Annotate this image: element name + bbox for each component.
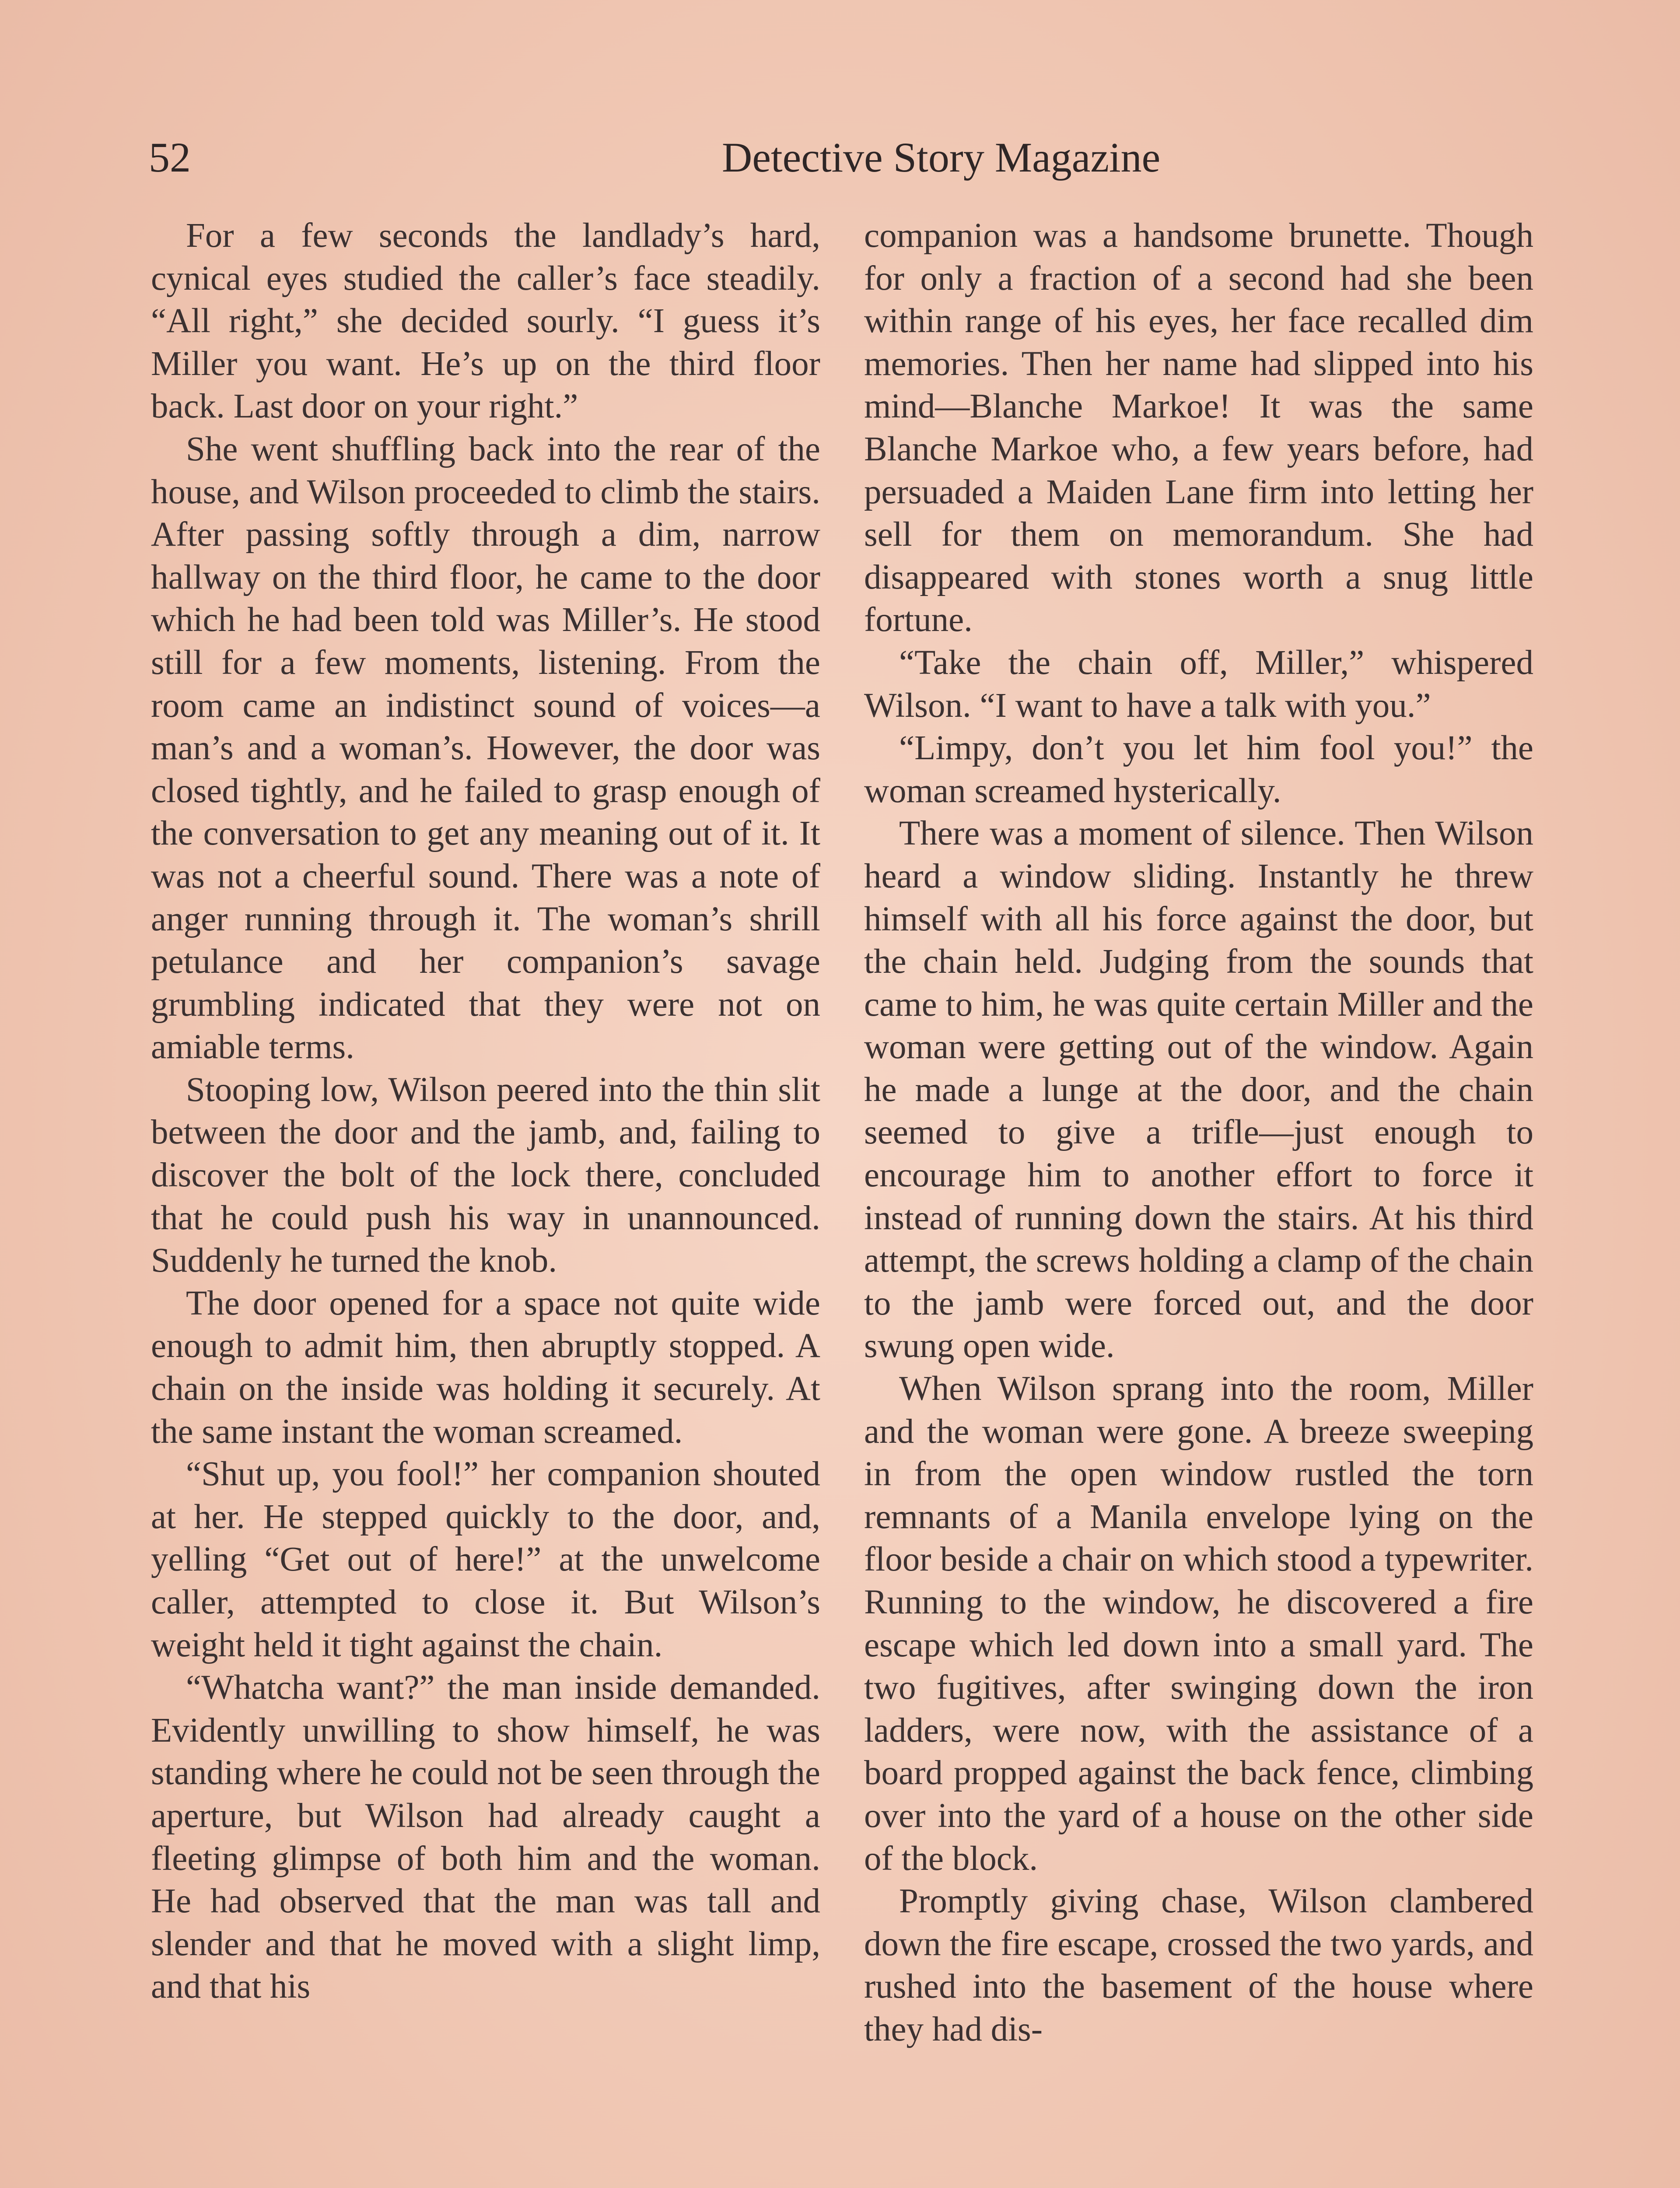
page-header	[149, 127, 1531, 188]
paragraph-continued: companion was a handsome brunette. Though for only a fraction of a second had she been within range of his eyes, her face recalled dim memories. Then her name had slipped into his mind—Blanche Markoe! It was the same Blanche Markoe who, a few years before, had persuaded a Maiden Lane firm into letting her sell for them on memorandum. She had disappeared with stones worth a snug little fortune.	[864, 217, 1533, 639]
paragraph: “Whatcha want?” the man inside demanded. Evidently unwilling to show himself, he was standing where he could not be seen through the aperture, but Wilson had already caught a fleeting glimpse of both him and the woman. He had observed that the man was tall and slender and that he moved with a slight limp, and that his	[151, 1669, 820, 2006]
paragraph: “Take the chain off, Miller,” whispered Wilson. “I want to have a talk with you.”	[864, 643, 1533, 725]
left-column	[151, 214, 820, 2008]
right-column	[864, 214, 1533, 2051]
paragraph: Promptly giving chase, Wilson clambered down the fire escape, crossed the two yards, and rushed into the basement of the house where they had dis-	[864, 1882, 1533, 2048]
paragraph: She went shuffling back into the rear of the house, and Wilson proceeded to climb the stairs. After passing softly through a dim, narrow hallway on the third floor, he came to the door which he had been told was Miller’s. He stood still for a few moments, listening. From the room came an indistinct sound of voices—a man’s and a woman’s. However, the door was closed tightly, and he failed to grasp enough of the conversation to get any meaning out of it. It was not a cheerful sound. There was a note of anger running through it. The woman’s shrill petulance and her companion’s savage grumbling indicated that they were not on amiable terms.	[151, 430, 820, 1066]
paragraph: “Limpy, don’t you let him fool you!” the woman screamed hysterically.	[864, 729, 1533, 810]
paragraph: “Shut up, you fool!” her companion shouted at her. He stepped quickly to the door, and, yelling “Get out of here!” at the unwelcome caller, attempted to close it. But Wilson’s weight held it tight against the chain.	[151, 1455, 820, 1664]
paragraph: There was a moment of silence. Then Wilson heard a window sliding. Instantly he threw himself with all his force against the door, but the chain held. Judging from the sounds that came to him, he was quite certain Miller and the woman were getting out of the window. Again he made a lunge at the door, and the chain seemed to give a trifle—just enough to encourage him to another effort to force it instead of running down the stairs. At his third attempt, the screws holding a clamp of the chain to the jamb were forced out, and the door swung open wide.	[864, 814, 1533, 1365]
page-number: 52	[149, 134, 191, 181]
running-head-title: Detective Story Magazine	[722, 134, 1161, 181]
paragraph: For a few seconds the landlady’s hard, cynical eyes studied the caller’s face steadily. “All right,” she decided sourly. “I guess it’s Miller you want. He’s up on the third floor back. Last door on your right.”	[151, 217, 820, 426]
paragraph: When Wilson sprang into the room, Miller and the woman were gone. A breeze sweeping in from the open window rustled the torn remnants of a Manila envelope lying on the floor beside a chair on which stood a typewriter. Running to the window, he discovered a fire escape which led down into a small yard. The two fugitives, after swinging down the iron ladders, were now, with the assistance of a board propped against the back fence, climbing over into the yard of a house on the other side of the block.	[864, 1370, 1533, 1878]
paragraph: Stooping low, Wilson peered into the thin slit between the door and the jamb, and, failing to discover the bolt of the lock there, concluded that he could push his way in unannounced. Suddenly he turned the knob.	[151, 1070, 820, 1280]
paragraph: The door opened for a space not quite wide enough to admit him, then abruptly stopped. A chain on the inside was holding it securely. At the same instant the woman screamed.	[151, 1284, 820, 1451]
